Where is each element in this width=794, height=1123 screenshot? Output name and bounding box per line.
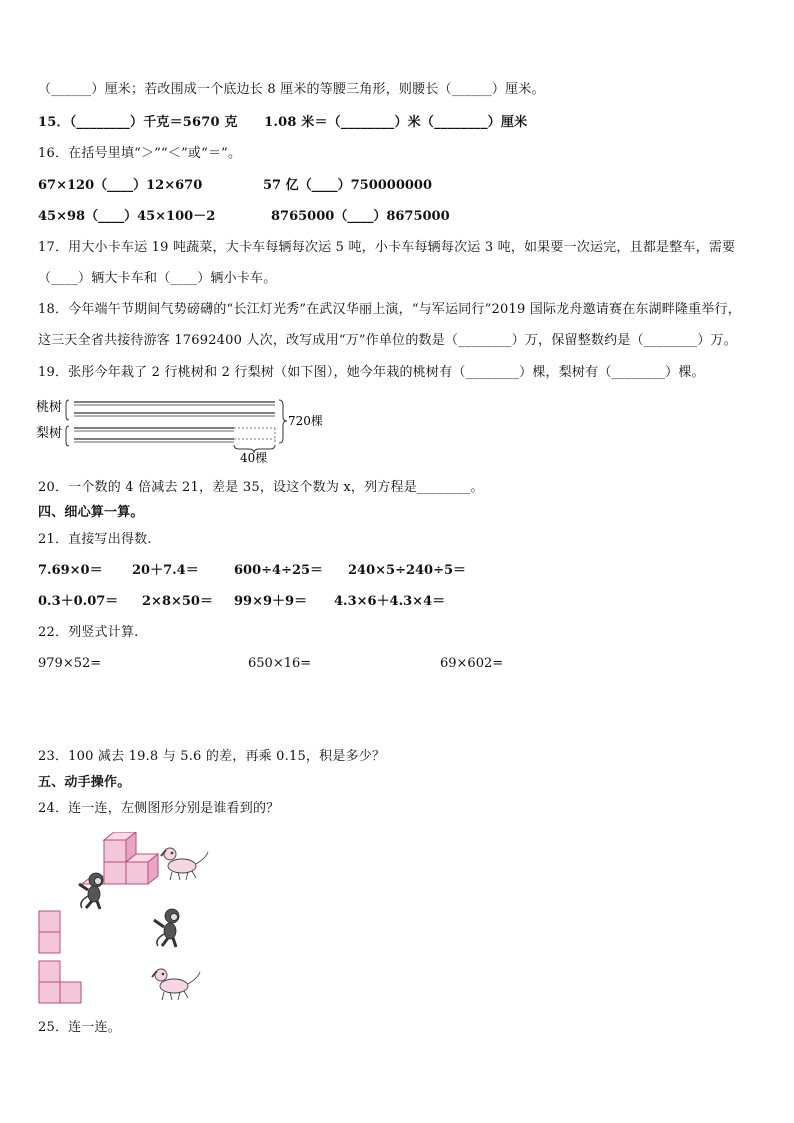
calc-item: 600÷4÷25＝ [234,563,324,578]
question-17-line2: （____）辆大卡车和（____）辆小卡车。 [38,271,277,286]
question-21: 21．直接写出得数. [38,532,152,547]
total-label: 720棵 [288,414,323,428]
calc-item: 2×8×50＝ [142,594,213,609]
section-4-heading: 四、细心算一算。 [38,505,144,520]
question-16: 16．在括号里填“＞”“＜”或“＝”。 [38,146,242,161]
calc-item: 99×9＋9＝ [234,594,308,609]
pear-label: 梨树 [36,426,63,441]
section-5-heading: 五、动手操作。 [38,775,131,790]
vertical-calc-item: 979×52= [38,656,102,671]
dog-icon [161,848,208,880]
vertical-calc-item: 69×602= [440,656,504,671]
q16-compare-2: 57 亿（____）750000000 [263,178,433,193]
q16-compare-1: 67×120（____）12×670 [38,178,203,193]
calc-item: 0.3＋0.07＝ [38,594,119,609]
difference-label: 40棵 [240,451,268,465]
question-20: 20．一个数的 4 倍减去 21，差是 35，设这个数为 x，列方程是________。 [38,480,484,495]
calc-item: 20＋7.4＝ [132,563,199,578]
front-view-shape [38,910,62,954]
pear-brace [66,426,69,446]
question-23: 23．100 减去 19.8 与 5.6 的差，再乘 0.15，积是多少？ [38,749,386,764]
monkey-icon [79,873,103,909]
monkey-icon [148,906,188,950]
question-17-line1: 17．用大小卡车运 19 吨蔬菜，大卡车每辆每次运 5 吨，小卡车每辆每次运 3 吨，如果要一次运完，且都是整车，需要 [38,240,736,255]
calc-item: 4.3×6＋4.3×4＝ [334,594,446,609]
tree-line-diagram [36,394,336,466]
question-22: 22．列竖式计算. [38,625,139,640]
question-25: 25．连一连。 [38,1020,121,1035]
cube-stack-scene [74,832,214,912]
dog-icon [148,966,204,1006]
side-view-shape [38,960,84,1004]
question-18-line1: 18．今年端午节期间气势磅礴的“长江灯光秀”在武汉华丽上演，“与军运同行”2019 国际龙舟邀请赛在东湖畔隆重举行， [38,302,741,317]
question-24: 24．连一连，左侧图形分别是谁看到的？ [38,801,280,816]
calc-item: 240×5÷240÷5＝ [348,563,467,578]
vertical-calc-item: 650×16= [248,656,312,671]
question-19: 19．张彤今年栽了 2 行桃树和 2 行梨树（如下图），她今年栽的桃树有（________）棵，梨树有（________）棵。 [38,365,705,380]
total-brace [279,400,287,443]
question-15: 15．（________）千克＝5670 克 1.08 米＝（________）米（________）厘米 [38,115,528,130]
peach-brace [66,400,69,420]
question-18-line2: 这三天全省共接待游客 17692400 人次，改写成用“万”作单位的数是（________）万，保留整数约是（________）万。 [38,333,737,348]
peach-label: 桃树 [36,400,63,415]
calc-item: 7.69×0＝ [38,563,103,578]
q16-compare-4: 8765000（____）8675000 [271,209,450,224]
q16-compare-3: 45×98（____）45×100－2 [38,209,216,224]
line-q14-cont: （______）厘米；若改围成一个底边长 8 厘米的等腰三角形，则腰长（______）厘米。 [38,82,545,97]
